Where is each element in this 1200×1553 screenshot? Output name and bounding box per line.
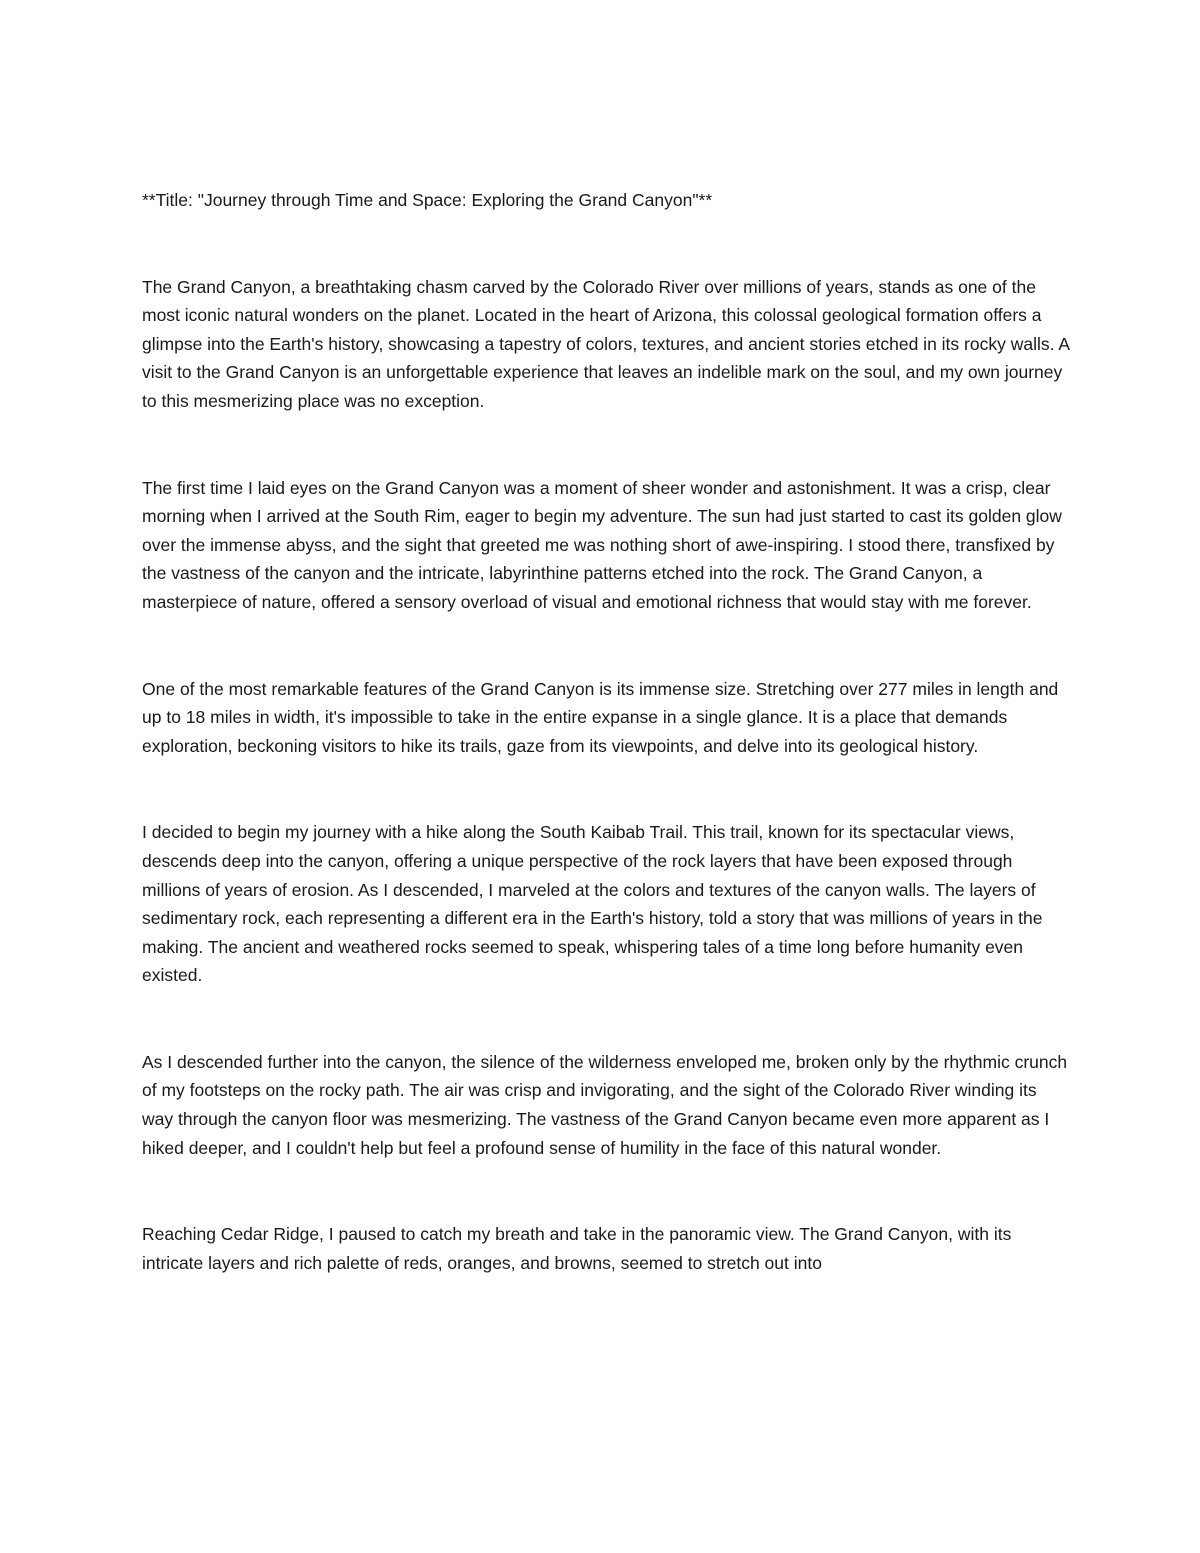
- paragraph-intro: The Grand Canyon, a breathtaking chasm carved by the Colorado River over millions of years, stands as one of the most iconic natural wonders on the planet. Located in the heart of Arizona, this colossal geological formation offers a glimpse into the Earth's history, showcasing a tapestry of colors, textures, and ancient stories etched in its rocky walls. A visit to the Grand Canyon is an unforgettable experience that leaves an indelible mark on the soul, and my own journey to this mesmerizing place was no exception.: [142, 276, 1070, 411]
- paragraph-cedar-ridge: Reaching Cedar Ridge, I paused to catch my breath and take in the panoramic view. The Grand Canyon, with its intricate layers and rich palette of reds, oranges, and browns, seemed to stretch out into: [142, 1224, 1012, 1273]
- paragraph-south-kaibab: I decided to begin my journey with a hike along the South Kaibab Trail. This trail, known for its spectacular views, descends deep into the canyon, offering a unique perspective of the rock layers that have been exposed through millions of years of erosion. As I descended, I marveled at the colors and textures of the canyon walls. The layers of sedimentary rock, each representing a different era in the Earth's history, told a story that was millions of years in the making. The ancient and weathered rocks seemed to speak, whispering tales of a time long before humanity even existed.: [142, 822, 1043, 986]
- paragraph-first-sight: The first time I laid eyes on the Grand Canyon was a moment of sheer wonder and astonishment. It was a crisp, clear morning when I arrived at the South Rim, eager to begin my adventure. The sun had just started to cast its golden glow over the immense abyss, and the sight that greeted me was nothing short of awe-inspiring. I stood there, transfixed by the vastness of the canyon and the intricate, labyrinthine patterns etched into the rock. The Grand Canyon, a masterpiece of nature, offered a sensory overload of visual and emotional richness that would stay with me forever.: [142, 477, 1062, 612]
- document-body: [142, 186, 1072, 1277]
- document-title: **Title: "Journey through Time and Space: Exploring the Grand Canyon"**: [142, 190, 713, 210]
- paragraph-descent: As I descended further into the canyon, the silence of the wilderness enveloped me, broken only by the rhythmic crunch of my footsteps on the rocky path. The air was crisp and invigorating, and the sight of the Colorado River winding its way through the canyon floor was mesmerizing. The vastness of the Grand Canyon became even more apparent as I hiked deeper, and I couldn't help but feel a profound sense of humility in the face of this natural wonder.: [142, 1051, 1068, 1158]
- paragraph-size: One of the most remarkable features of the Grand Canyon is its immense size. Stretching over 277 miles in length and up to 18 miles in width, it's impossible to take in the entire expanse in a single glance. It is a place that demands exploration, beckoning visitors to hike its trails, gaze from its viewpoints, and delve into its geological history.: [142, 678, 1059, 756]
